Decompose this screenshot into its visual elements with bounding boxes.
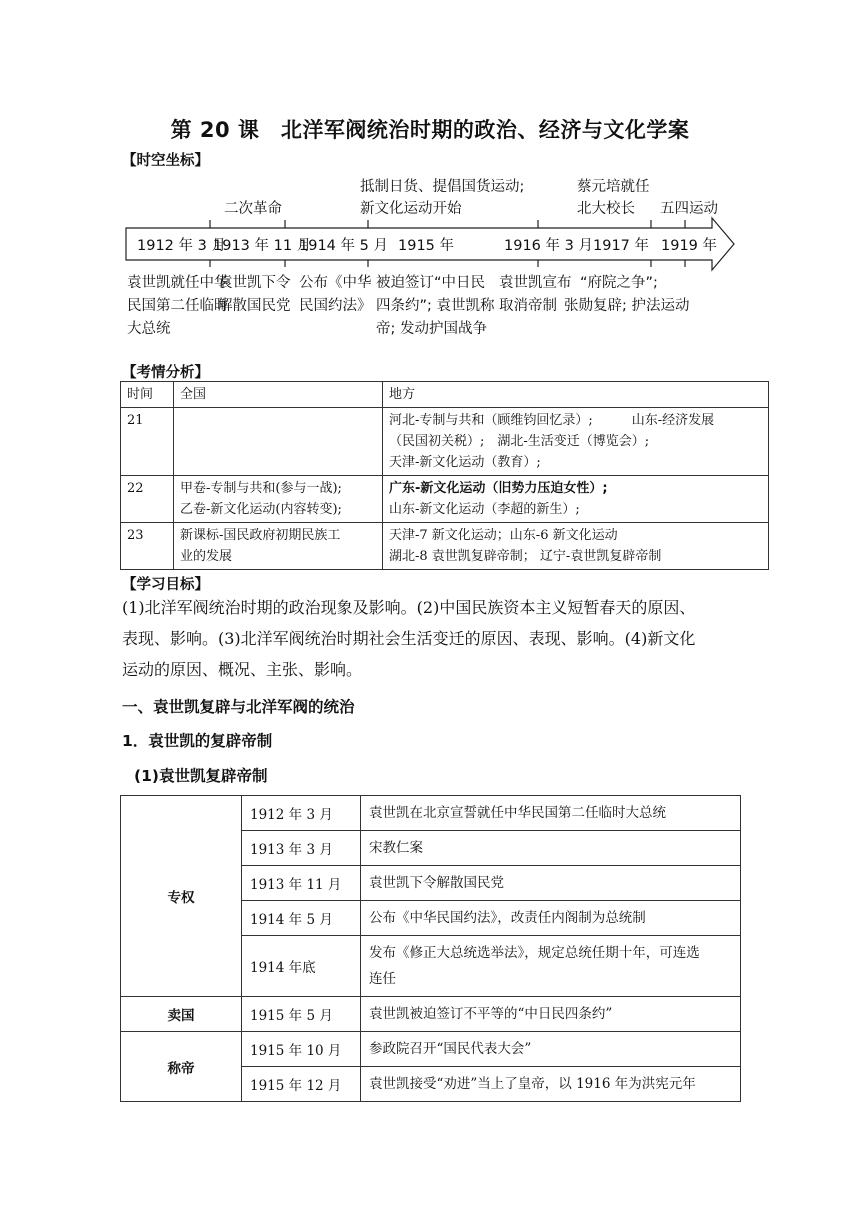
national-line: 业的发展 [180,549,233,564]
event-boycott-line1: 抵制日货、提倡国货运动; [360,179,525,195]
table-row [121,796,741,831]
table-row [121,997,741,1032]
event-desc: 袁世凯被迫签订不平等的“中日民四条约” [361,997,741,1032]
year-1913: 1913 年 11 月 [213,238,312,254]
timeline-heading: 【时空坐标】 [122,153,209,169]
local-line: 河北-专制与共和（顾维钧回忆录）; 山东-经济发展 [389,413,715,428]
objectives-line: 表现、影响。(3)北洋军阀统治时期社会生活变迁的原因、表现、影响。(4)新文化 [122,629,696,648]
category-autocracy: 专权 [121,796,242,997]
event-date: 1915 年 5 月 [242,997,361,1032]
objectives-text [122,592,762,685]
event-desc: 参政院召开“国民代表大会” [361,1032,741,1067]
row-year: 22 [121,476,174,523]
section-heading: 一、袁世凯复辟与北洋军阀的统治 [122,698,355,716]
event-cai-yuanpei-line1: 蔡元培就任 [577,179,650,195]
year-1916: 1916 年 3 月 [504,238,593,254]
objectives-heading: 【学习目标】 [122,577,209,593]
event-yuan-president-line2: 民国第二任临时 [127,298,229,314]
event-date: 1915 年 12 月 [242,1067,361,1102]
event-desc [361,936,741,997]
national-line: 新课标-国民政府初期民族工 [180,528,341,543]
event-cancel-monarchy-line2: 取消帝制 [499,298,557,314]
event-date: 1914 年 5 月 [242,901,361,936]
page-title: 第 20 课 北洋军阀统治时期的政治、经济与文化学案 [170,118,690,142]
national-line: 甲卷-专制与共和(参与一战); [180,481,342,496]
event-dissolve-kmt-line2: 解散国民党 [218,298,291,314]
events-table [120,795,741,1102]
year-1917: 1917 年 [593,238,650,254]
event-date: 1913 年 3 月 [242,831,361,866]
event-1917-line1: “府院之争”; [580,275,658,291]
event-desc-line: 连任 [369,971,396,987]
event-1915-line3: 帝; 发动护国战争 [376,321,487,337]
row-local [383,408,769,476]
event-desc-line: 发布《修正大总统选举法》，规定总统任期十年，可连选 [369,945,700,961]
local-line: 山东-新文化运动（李超的新生）; [389,502,580,517]
event-desc: 袁世凯在北京宣誓就任中华民国第二任临时大总统 [361,796,741,831]
event-date: 1913 年 11 月 [242,866,361,901]
local-line: 湖北-8 袁世凯复辟帝制； 辽宁-袁世凯复辟帝制 [389,549,662,564]
subsubsection-heading: (1)袁世凯复辟帝制 [134,767,268,785]
local-line: 广东-新文化运动（旧势力压迫女性）; [389,481,608,496]
event-1915-line2: 四条约”; 袁世凯称 [376,298,495,314]
event-date: 1915 年 10 月 [242,1032,361,1067]
event-date: 1912 年 3 月 [242,796,361,831]
objectives-line: (1)北洋军阀统治时期的政治现象及影响。(2)中国民族资本主义短暂春天的原因、 [122,598,696,617]
year-1914: 1914 年 5 月 [299,238,388,254]
event-yuan-president-line1: 袁世凯就任中华 [127,275,229,291]
year-1915: 1915 年 [398,238,455,254]
event-cai-yuanpei-line2: 北大校长 [577,201,635,217]
subsection-heading: 1．袁世凯的复辟帝制 [122,732,273,750]
local-line: 天津-新文化运动（教育）; [389,455,541,470]
year-1919: 1919 年 [661,238,718,254]
header-year: 时间 [121,382,174,408]
table-row [121,523,769,570]
table-row [121,476,769,523]
analysis-heading: 【考情分析】 [122,365,209,381]
event-desc: 袁世凯下令解散国民党 [361,866,741,901]
event-desc: 公布《中华民国约法》，改责任内阁制为总统制 [361,901,741,936]
row-year: 23 [121,523,174,570]
event-desc: 宋教仁案 [361,831,741,866]
table-row [121,408,769,476]
national-line: 乙卷-新文化运动(内容转变); [180,502,342,517]
table-row [121,1032,741,1067]
event-cancel-monarchy-line1: 袁世凯宣布 [499,275,572,291]
event-boycott-line2: 新文化运动开始 [360,201,462,217]
row-year: 21 [121,408,174,476]
local-line: 天津-7 新文化运动；山东-6 新文化运动 [389,528,618,543]
header-national: 全国 [174,382,383,408]
timeline-figure [0,165,860,355]
analysis-table [120,381,769,570]
event-yuan-president-line3: 大总统 [127,321,171,337]
year-1912: 1912 年 3 月 [137,238,226,254]
event-1915-line1: 被迫签订“中日民 [376,275,486,291]
event-second-revolution: 二次革命 [224,201,282,217]
local-line: （民国初关税）; 湖北-生活变迁（博览会）; [389,434,650,449]
event-1917-line2: 张勋复辟; 护法运动 [564,298,690,314]
row-national [174,408,383,476]
row-national [174,476,383,523]
event-constitution-line2: 民国约法》 [299,298,372,314]
row-local [383,476,769,523]
category-betray: 卖国 [121,997,242,1032]
category-emperor: 称帝 [121,1032,242,1102]
objectives-line: 运动的原因、概况、主张、影响。 [122,660,363,679]
event-desc: 袁世凯接受“劝进”当上了皇帝，以 1916 年为洪宪元年 [361,1067,741,1102]
row-national [174,523,383,570]
event-may-fourth: 五四运动 [660,201,718,217]
header-local: 地方 [383,382,769,408]
event-dissolve-kmt-line1: 袁世凯下令 [218,275,291,291]
event-constitution-line1: 公布《中华 [299,275,372,291]
row-local [383,523,769,570]
table-header-row [121,382,769,408]
event-date: 1914 年底 [242,936,361,997]
